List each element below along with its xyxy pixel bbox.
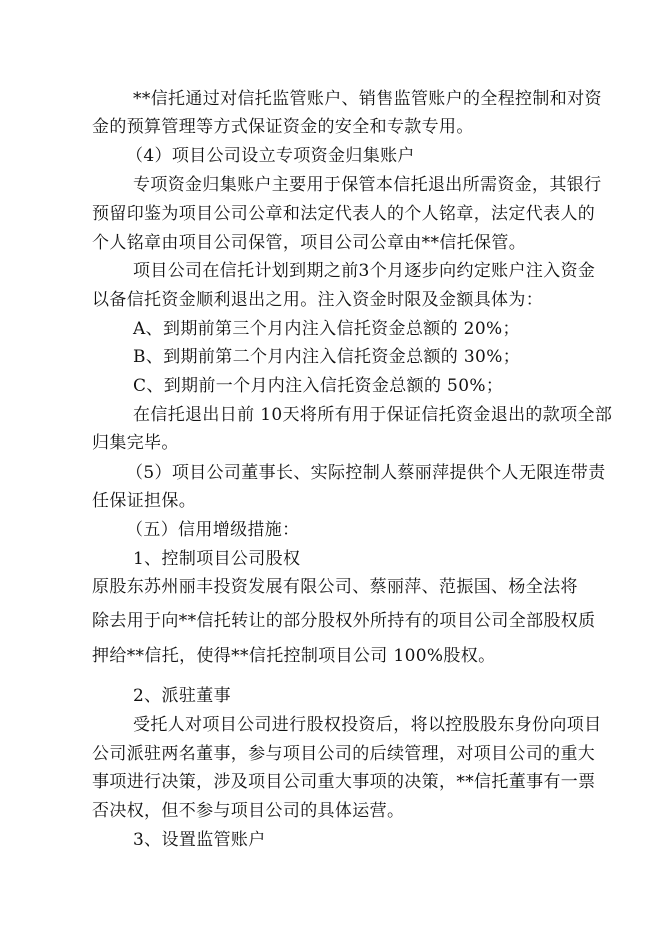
paragraph-line: 事项进行决策，涉及项目公司重大事项的决策，**信托董事有一票 (92, 772, 596, 792)
subsection-heading: 2、派驻董事 (133, 686, 231, 706)
paragraph-line: 预留印鉴为项目公司公章和法定代表人的个人铭章，法定代表人的 (92, 204, 596, 224)
paragraph-line: 除去用于向**信托转让的部分股权外所持有的项目公司全部股权质 (92, 611, 596, 631)
paragraph-line: 否决权，但不参与项目公司的具体运营。 (92, 801, 405, 821)
section-heading: （五）信用增级措施： (126, 520, 300, 540)
paragraph-line: 专项资金归集账户主要用于保管本信托退出所需资金，其银行 (133, 175, 602, 195)
list-item: B、到期前第二个月内注入信托资金总额的 30%； (133, 347, 521, 367)
section-heading: （4）项目公司设立专项资金归集账户 (126, 146, 415, 166)
section-heading: （5）项目公司董事长、实际控制人蔡丽萍提供个人无限连带责 (126, 463, 606, 483)
paragraph-line: 原股东苏州丽丰投资发展有限公司、蔡丽萍、范振国、杨全法将 (92, 577, 578, 597)
paragraph-line: 任保证担保。 (92, 491, 197, 511)
paragraph-line: 个人铭章由项目公司保管，项目公司公章由**信托保管。 (92, 233, 527, 253)
paragraph-line: 押给**信托，使得**信托控制项目公司 100%股权。 (92, 646, 496, 666)
list-item: A、到期前第三个月内注入信托资金总额的 20%； (133, 319, 520, 339)
paragraph-line: 归集完毕。 (92, 433, 179, 453)
subsection-heading: 1、控制项目公司股权 (133, 549, 301, 569)
paragraph-line: 金的预算管理等方式保证资金的安全和专款专用。 (92, 117, 474, 137)
subsection-heading: 3、设置监管账户 (133, 830, 266, 850)
paragraph-line: 公司派驻两名董事，参与项目公司的后续管理，对项目公司的重大 (92, 744, 596, 764)
paragraph-line: 项目公司在信托计划到期之前3个月逐步向约定账户注入资金 (133, 261, 596, 281)
paragraph-line: 以备信托资金顺利退出之用。注入资金时限及金额具体为： (92, 290, 544, 310)
paragraph-line: 在信托退出日前 10天将所有用于保证信托资金退出的款项全部 (133, 405, 613, 425)
list-item: C、到期前一个月内注入信托资金总额的 50%； (133, 376, 504, 396)
paragraph-line: **信托通过对信托监管账户、销售监管账户的全程控制和对资 (133, 89, 602, 109)
paragraph-line: 受托人对项目公司进行股权投资后，将以控股股东身份向项目 (133, 715, 602, 735)
